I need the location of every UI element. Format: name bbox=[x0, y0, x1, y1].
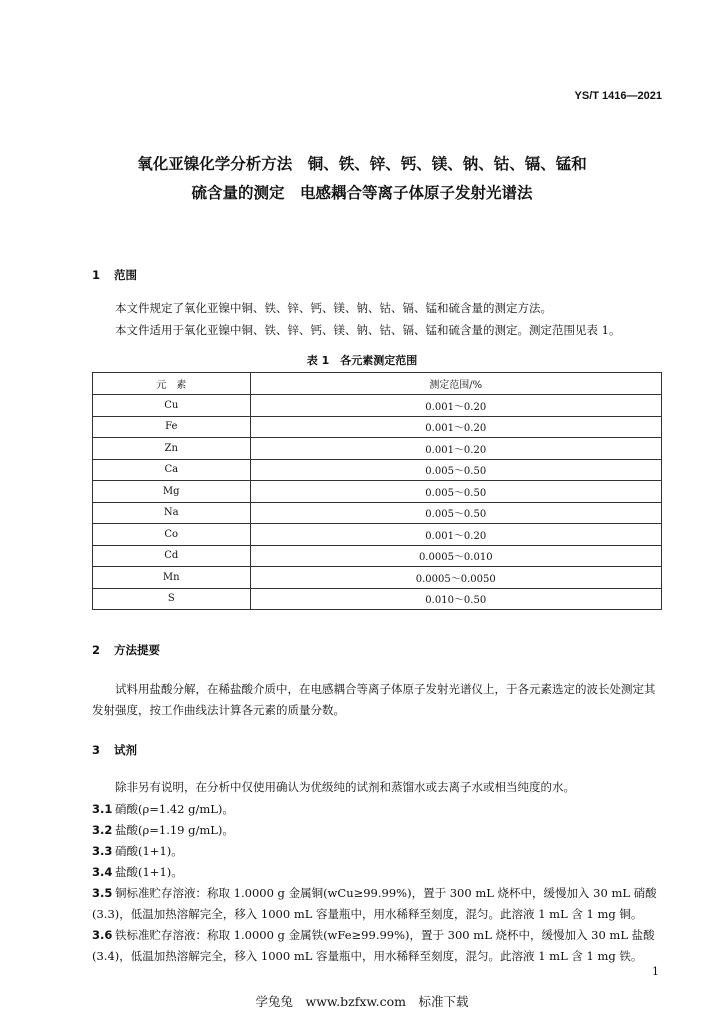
table-row bbox=[93, 567, 662, 589]
item-number: 3.3 bbox=[92, 844, 113, 858]
section-title: 试剂 bbox=[114, 743, 137, 757]
element-cell: Mn bbox=[93, 567, 251, 589]
section-number: 1 bbox=[92, 268, 101, 282]
item-text: 铜标准贮存溶液：称取 1.0000 g 金属铜(wCu≥99.99%)，置于 300 mL 烧杯中，缓慢加入 30 mL 硝酸(3.3)，低温加热溶解完全，移入 1000 mL 容量瓶中，用水稀释至刻度，混匀。此溶液 1 mL 含 1 mg 铜。 bbox=[92, 886, 657, 921]
table-caption: 表 1 各元素测定范围 bbox=[306, 354, 418, 367]
item-text: 铁标准贮存溶液：称取 1.0000 g 金属铁(wFe≥99.99%)，置于 300 mL 烧杯中，缓慢加入 30 mL 盐酸(3.4)，低温加热溶解完全，移入 1000 mL 容量瓶中，用水稀释至刻度，混匀。此溶液 1 mL 含 1 mg 铁。 bbox=[92, 928, 655, 963]
element-range-table bbox=[92, 372, 662, 610]
range-cell: 0.001～0.20 bbox=[250, 438, 662, 460]
reagent-item bbox=[92, 841, 662, 862]
document-title-line2: 硫含量的测定 电感耦合等离子体原子发射光谱法 bbox=[191, 184, 533, 202]
table-row bbox=[93, 545, 662, 567]
range-cell: 0.0005～0.010 bbox=[250, 545, 662, 567]
reagent-item bbox=[92, 925, 662, 967]
element-cell: Ca bbox=[93, 459, 251, 481]
reagent-item bbox=[92, 820, 662, 841]
table-row bbox=[93, 502, 662, 524]
range-cell: 0.001～0.20 bbox=[250, 395, 662, 417]
section-number: 2 bbox=[92, 643, 101, 657]
item-number: 3.1 bbox=[92, 802, 113, 816]
range-cell: 0.005～0.50 bbox=[250, 502, 662, 524]
reagent-item bbox=[92, 799, 662, 820]
section-1-heading bbox=[92, 267, 137, 283]
element-cell: Co bbox=[93, 524, 251, 546]
element-cell: Zn bbox=[93, 438, 251, 460]
reagents-intro: 除非另有说明，在分析中仅使用确认为优级纯的试剂和蒸馏水或去离子水或相当纯度的水。 bbox=[115, 780, 575, 794]
footer-watermark: 学兔兔 www.bzfxw.com 标准下载 bbox=[255, 994, 469, 1009]
header-range: 测定范围/% bbox=[250, 373, 662, 395]
method-summary-paragraph: 试料用盐酸分解，在稀盐酸介质中，在电感耦合等离子体原子发射光谱仪上，于各元素选定的波长处测定其发射强度，按工作曲线法计算各元素的质量分数。 bbox=[92, 682, 656, 717]
reagent-item bbox=[92, 862, 662, 883]
table-header-row bbox=[93, 373, 662, 395]
item-number: 3.6 bbox=[92, 928, 113, 942]
range-cell: 0.001～0.20 bbox=[250, 524, 662, 546]
table-row bbox=[93, 588, 662, 610]
table-row bbox=[93, 416, 662, 438]
item-text: 硝酸(ρ=1.42 g/mL)。 bbox=[115, 802, 234, 816]
section-3-heading bbox=[92, 742, 137, 758]
item-number: 3.5 bbox=[92, 886, 113, 900]
range-cell: 0.001～0.20 bbox=[250, 416, 662, 438]
element-cell: Mg bbox=[93, 481, 251, 503]
element-cell: S bbox=[93, 588, 251, 610]
table-row bbox=[93, 481, 662, 503]
section-number: 3 bbox=[92, 743, 101, 757]
range-cell: 0.010～0.50 bbox=[250, 588, 662, 610]
element-cell: Na bbox=[93, 502, 251, 524]
item-text: 硝酸(1+1)。 bbox=[115, 844, 183, 858]
reagent-item bbox=[92, 883, 662, 925]
table-row bbox=[93, 438, 662, 460]
table-row bbox=[93, 524, 662, 546]
item-number: 3.2 bbox=[92, 823, 113, 837]
section-2-heading bbox=[92, 642, 160, 658]
header-element: 元 素 bbox=[93, 373, 251, 395]
page-number: 1 bbox=[652, 965, 659, 978]
section-title: 方法提要 bbox=[114, 643, 160, 657]
standard-number: YS/T 1416—2021 bbox=[574, 90, 662, 102]
element-cell: Cd bbox=[93, 545, 251, 567]
table-row bbox=[93, 459, 662, 481]
range-cell: 0.0005～0.0050 bbox=[250, 567, 662, 589]
element-cell: Fe bbox=[93, 416, 251, 438]
item-text: 盐酸(1+1)。 bbox=[115, 865, 183, 879]
element-cell: Cu bbox=[93, 395, 251, 417]
item-text: 盐酸(ρ=1.19 g/mL)。 bbox=[115, 823, 234, 837]
section-title: 范围 bbox=[114, 268, 137, 282]
scope-paragraph-2: 本文件适用于氧化亚镍中铜、铁、锌、钙、镁、钠、钴、镉、锰和硫含量的测定。测定范围见表 1。 bbox=[115, 323, 621, 337]
range-cell: 0.005～0.50 bbox=[250, 459, 662, 481]
document-title-line1: 氧化亚镍化学分析方法 铜、铁、锌、钙、镁、钠、钴、镉、锰和 bbox=[137, 155, 587, 173]
table-row bbox=[93, 395, 662, 417]
scope-paragraph-1: 本文件规定了氧化亚镍中铜、铁、锌、钙、镁、钠、钴、镉、锰和硫含量的测定方法。 bbox=[115, 301, 552, 315]
item-number: 3.4 bbox=[92, 865, 113, 879]
range-cell: 0.005～0.50 bbox=[250, 481, 662, 503]
